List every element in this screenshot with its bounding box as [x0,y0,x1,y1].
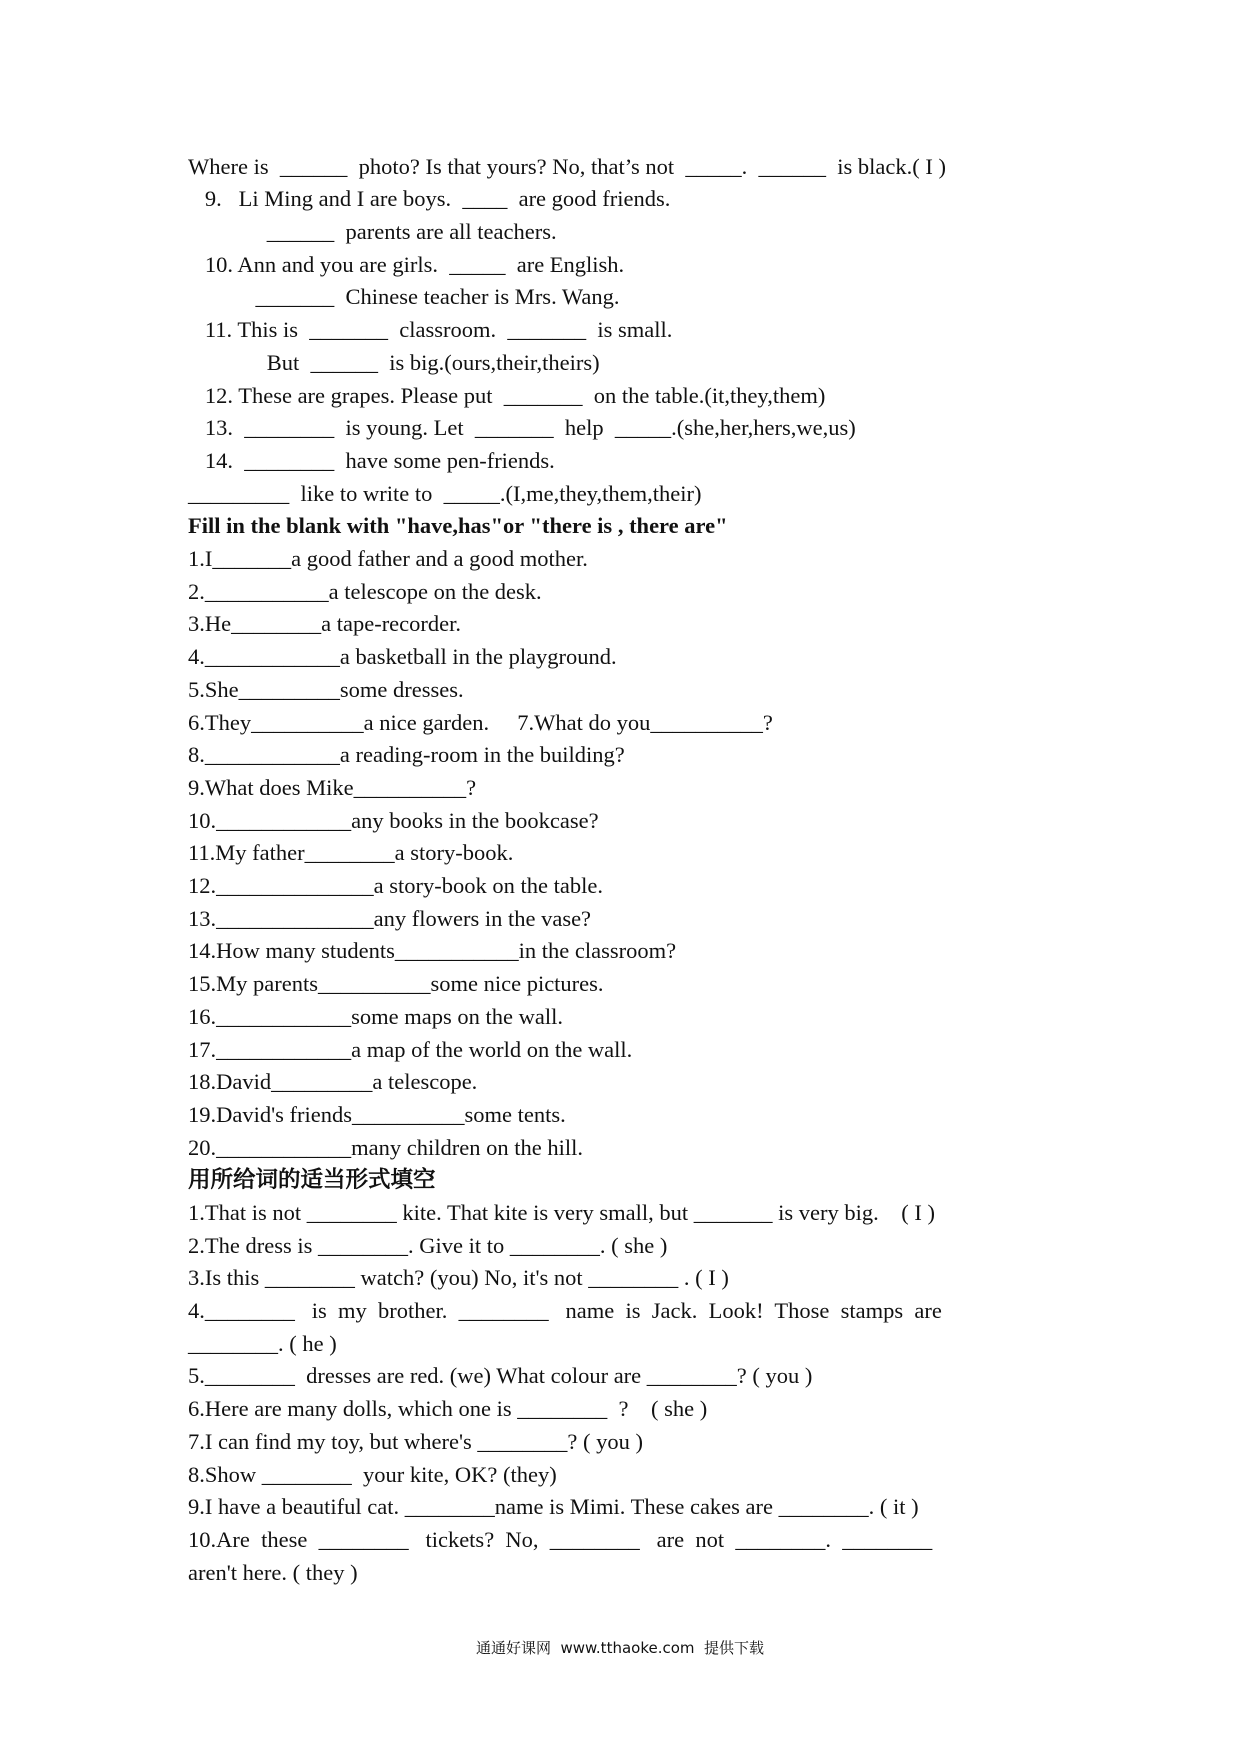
exercise-line: aren't here. ( they ) [188,1560,358,1585]
exercise-line: 17.____________a map of the world on the wall. [188,1037,633,1062]
exercise-line: 11.My father________a story-book. [188,840,514,865]
section-heading: Fill in the blank with "have,has"or "there is , there are" [188,513,728,538]
exercise-line: But ______ is big.(ours,their,theirs) [188,350,600,375]
exercise-line: 16.____________some maps on the wall. [188,1004,563,1029]
exercise-line: 3.He________a tape-recorder. [188,611,462,636]
exercise-line: 15.My parents__________some nice pictures. [188,971,604,996]
exercise-line: 10.____________any books in the bookcase? [188,808,599,833]
exercise-line: 1.I_______a good father and a good mother. [188,546,588,571]
exercise-line: _________ like to write to _____.(I,me,they,them,their) [188,481,702,506]
exercise-line: ______ parents are all teachers. [188,219,557,244]
exercise-line: 14. ________ have some pen-friends. [188,448,555,473]
exercise-line: 9.What does Mike__________? [188,775,477,800]
exercise-line: 11. This is _______ classroom. _______ is small. [188,317,673,342]
exercise-line: 12.______________a story-book on the table. [188,873,603,898]
exercise-line: 8.____________a reading-room in the building? [188,742,625,767]
exercise-line: 6.They__________a nice garden. 7.What do you__________? [188,710,773,735]
exercise-line: 8.Show ________ your kite, OK? (they) [188,1462,557,1487]
exercise-line: 9. Li Ming and I are boys. ____ are good friends. [188,186,671,211]
exercise-line: ________. ( he ) [188,1331,337,1356]
exercise-line: 7.I can find my toy, but where's ________? ( you ) [188,1429,643,1454]
exercise-line: _______ Chinese teacher is Mrs. Wang. [188,284,620,309]
exercise-line: 12. These are grapes. Please put _______ on the table.(it,they,them) [188,383,826,408]
exercise-line: 2.The dress is ________. Give it to ________. ( she ) [188,1233,668,1258]
exercise-line: 6.Here are many dolls, which one is ________ ? ( she ) [188,1396,708,1421]
exercise-line: 18.David_________a telescope. [188,1069,478,1094]
exercise-line: 13.______________any flowers in the vase? [188,906,592,931]
exercise-line: 14.How many students___________in the classroom? [188,938,677,963]
section-heading: 用所给词的适当形式填空 [188,1167,436,1193]
exercise-line: 19.David's friends__________some tents. [188,1102,566,1127]
exercise-line: 10. Ann and you are girls. _____ are English. [188,252,625,277]
exercise-line: 20.____________many children on the hill. [188,1135,583,1160]
exercise-line: Where is ______ photo? Is that yours? No, that’s not _____. ______ is black.( I ) [188,154,947,179]
exercise-line: 1.That is not ________ kite. That kite is very small, but _______ is very big. ( I ) [188,1200,935,1225]
exercise-line: 9.I have a beautiful cat. ________name is Mimi. These cakes are ________. ( it ) [188,1494,919,1519]
exercise-line: 5.________ dresses are red. (we) What colour are ________? ( you ) [188,1363,813,1388]
exercise-line: 10.Are these ________ tickets? No, ________ are not ________. ________ [188,1527,933,1552]
exercise-line: 2.___________a telescope on the desk. [188,579,542,604]
exercise-line: 4.________ is my brother. ________ name is Jack. Look! Those stamps are [188,1298,942,1323]
exercise-line: 3.Is this ________ watch? (you) No, it's not ________ . ( I ) [188,1265,729,1290]
exercise-line: 13. ________ is young. Let _______ help _____.(she,her,hers,we,us) [188,415,856,440]
exercise-line: 4.____________a basketball in the playground. [188,644,617,669]
exercise-line: 5.She_________some dresses. [188,677,464,702]
page-footer: 通通好课网 www.tthaoke.com 提供下载 [475,1639,765,1657]
